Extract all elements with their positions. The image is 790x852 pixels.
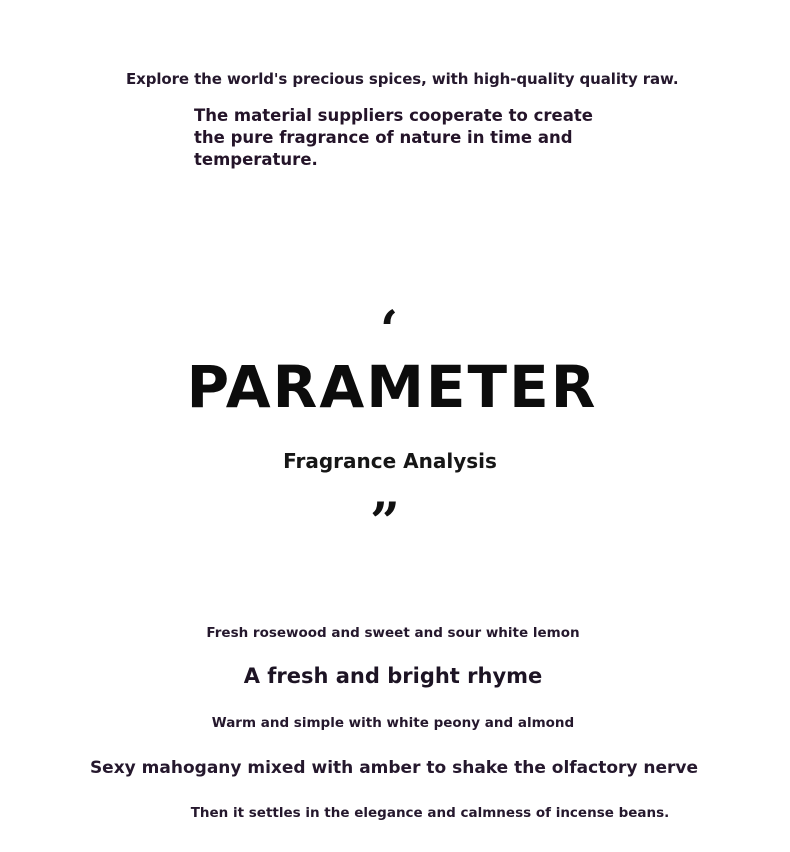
note-line-fresh-bright: A fresh and bright rhyme xyxy=(243,664,543,688)
parameter-title: PARAMETER xyxy=(186,353,598,421)
note-line-rosewood: Fresh rosewood and sweet and sour white lemon xyxy=(206,625,580,641)
close-quote-mark: ” xyxy=(370,492,400,553)
fragrance-analysis-subtitle: Fragrance Analysis xyxy=(283,449,497,473)
note-line-mahogany: Sexy mahogany mixed with amber to shake the olfactory nerve xyxy=(89,758,699,778)
note-line-incense: Then it settles in the elegance and calmness of incense beans. xyxy=(190,805,670,821)
intro-line-1: Explore the world's precious spices, with high-quality quality raw. xyxy=(126,70,679,88)
note-line-peony: Warm and simple with white peony and almond xyxy=(211,715,575,731)
intro-line-2: The material suppliers cooperate to create the pure fragrance of nature in time and temperature. xyxy=(194,106,593,169)
open-quote-mark: ‘ xyxy=(380,300,399,361)
